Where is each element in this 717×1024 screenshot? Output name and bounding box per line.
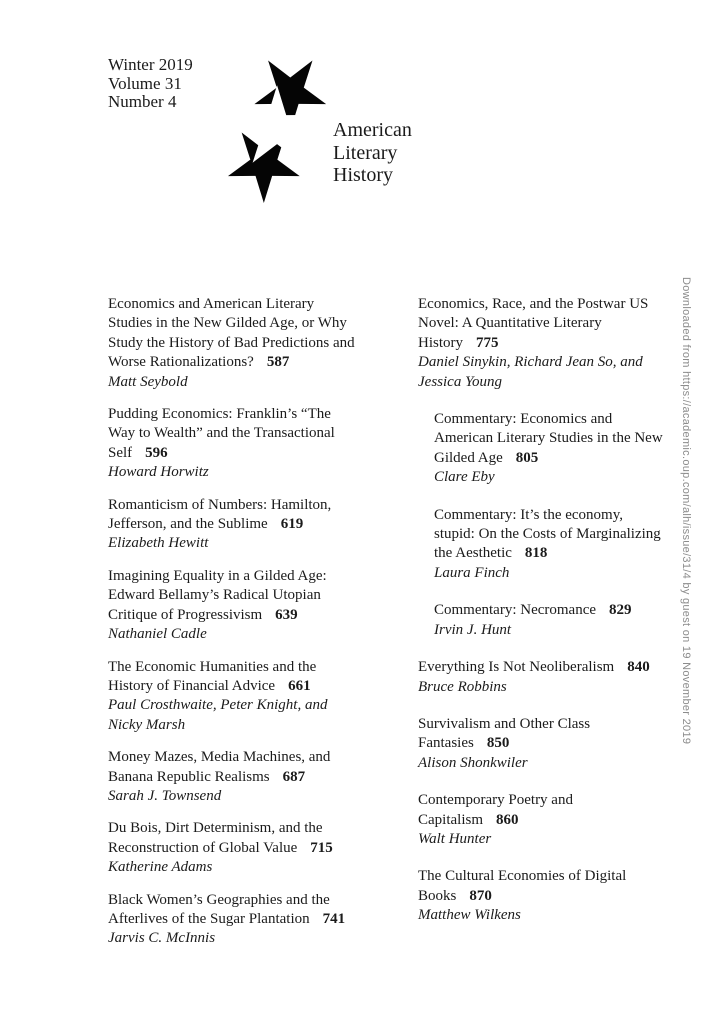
toc-entry [434,506,665,584]
journal-title-line: History [333,164,393,186]
toc-entry [418,791,665,849]
article-title: Imagining Equality in a Gilded Age: Edward Bellamy’s Radical Utopian Critique of Progressivism [108,567,327,623]
article-authors: Howard Horwitz [108,464,209,481]
article-page-number: 715 [297,840,333,856]
issue-season-year: Winter 2019 [108,55,193,74]
toc-entry [108,748,361,806]
toc-entry [434,601,665,640]
article-page-number: 619 [268,516,304,532]
article-authors: Matthew Wilkens [418,907,521,924]
issue-volume: Volume 31 [108,73,182,93]
article-authors: Sarah J. Townsend [108,787,222,804]
toc-entry [108,819,361,877]
table-of-contents [108,295,665,962]
article-authors: Paul Crosthwaite, Peter Knight, and Nicky Marsh [108,697,328,733]
article-page-number: 639 [262,607,298,623]
toc-entry [434,410,665,488]
article-title: Pudding Economics: Franklin’s “The Way to Wealth” and the Transactional Self [108,406,335,461]
article-page-number: 687 [270,769,306,785]
article-page-number: 870 [456,888,492,904]
article-authors: Laura Finch [434,564,510,581]
article-page-number: 741 [310,911,346,927]
toc-entry [108,567,361,645]
article-title: Economics and American Literary Studies in the New Gilded Age, or Why Study the History of Bad Predictions and Worse Rationalizations? [108,296,355,371]
article-page-number: 818 [512,545,548,561]
article-title: Black Women’s Geographies and the Afterlives of the Sugar Plantation [108,891,330,927]
article-authors: Elizabeth Hewitt [108,535,209,552]
article-title: Du Bois, Dirt Determinism, and the Reconstruction of Global Value [108,820,323,856]
journal-title [333,119,412,187]
toc-column-right [418,295,665,962]
article-authors: Daniel Sinykin, Richard Jean So, and Jessica Young [418,354,643,390]
article-page-number: 661 [275,678,311,694]
toc-entry [108,405,361,483]
toc-entry [418,715,665,773]
article-title: Contemporary Poetry and Capitalism [418,792,573,828]
toc-entry [108,295,361,392]
toc-entry [418,295,665,392]
journal-star-logo-icon [227,57,329,205]
article-page-number: 829 [596,602,632,618]
toc-entry [108,496,361,554]
article-authors: Jarvis C. McInnis [108,930,216,947]
article-authors: Bruce Robbins [418,678,507,695]
article-title: Money Mazes, Media Machines, and Banana Republic Realisms [108,749,331,785]
article-title: The Cultural Economies of Digital Books [418,868,627,904]
journal-title-line: American [333,119,412,141]
issue-number: Number 4 [108,92,177,111]
article-title: The Economic Humanities and the History of Financial Advice [108,658,317,694]
article-authors: Irvin J. Hunt [434,621,512,638]
article-page-number: 805 [503,450,539,466]
article-authors: Matt Seybold [108,373,188,390]
article-authors: Clare Eby [434,469,495,486]
toc-entry [108,658,361,736]
article-page-number: 775 [463,335,499,351]
article-page-number: 850 [474,735,510,751]
article-authors: Katherine Adams [108,859,213,876]
toc-entry [418,867,665,925]
issue-info [108,56,193,112]
article-title: Survivalism and Other Class Fantasies [418,715,591,752]
article-title: Commentary: Necromance [434,602,597,619]
article-title: Everything Is Not Neoliberalism [418,659,615,676]
article-page-number: 596 [132,445,168,461]
article-title: Romanticism of Numbers: Hamilton, Jefferson, and the Sublime [108,496,332,533]
article-page-number: 840 [614,659,650,675]
article-authors: Nathaniel Cadle [108,626,207,643]
download-watermark: Downloaded from https://academic.oup.com/alh/issue/31/4 by guest on 19 November 2019 [680,277,692,745]
article-page-number: 860 [483,812,519,828]
journal-title-line: Literary [333,141,398,164]
toc-entry [108,891,361,949]
toc-column-left [108,295,361,962]
toc-entry [418,658,665,697]
article-authors: Walt Hunter [418,830,492,847]
article-authors: Alison Shonkwiler [418,754,528,771]
article-page-number: 587 [254,354,290,370]
article-title: Commentary: It’s the economy, stupid: On the Costs of Marginalizing the Aesthetic [434,506,661,562]
article-title: Commentary: Economics and American Literary Studies in the New Gilded Age [434,411,663,466]
article-title: Economics, Race, and the Postwar US Novel: A Quantitative Literary History [418,296,649,351]
